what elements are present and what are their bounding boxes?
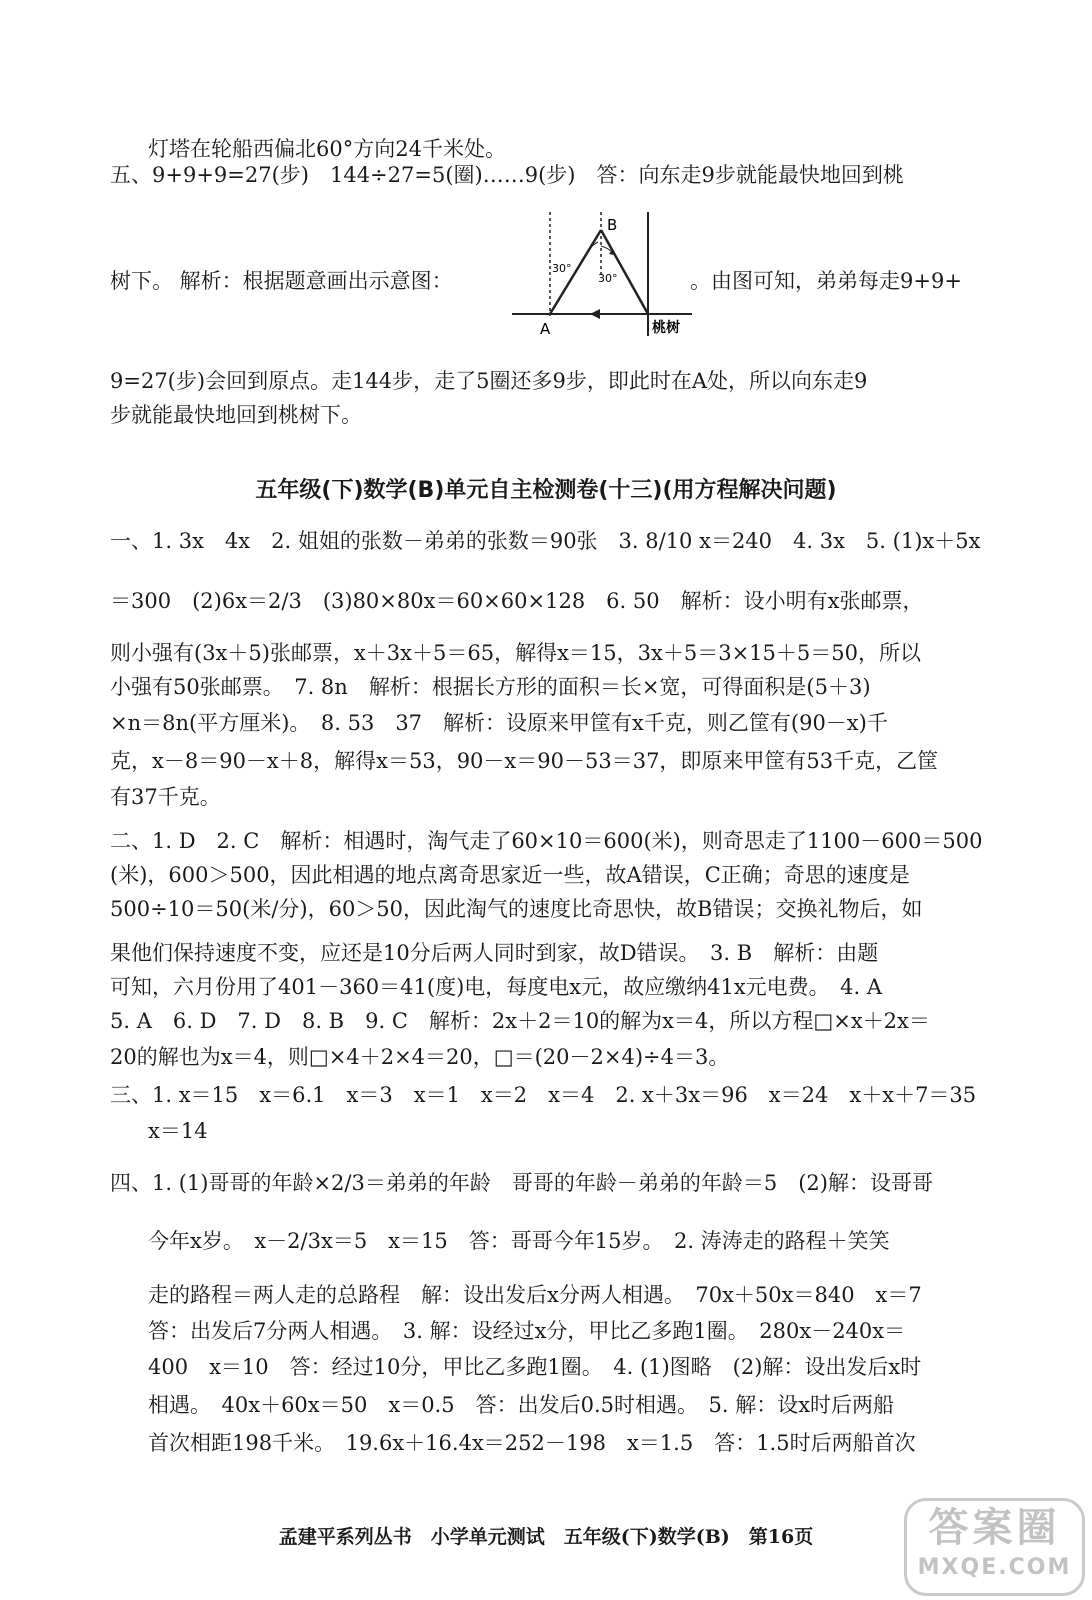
direction-diagram (512, 208, 692, 348)
answer-line-21: 400 x＝10 答：经过10分，甲比乙多跑1圈。 4. (1)图略 (2)解：设出发后x时 (148, 1355, 922, 1379)
text-line-2: 五、9+9+9=27(步) 144÷27=5(圈)……9(步) 答：向东走9步就能最快地回到桃 (110, 163, 904, 187)
angle-right: 30° (598, 272, 618, 285)
diagram-baseline (512, 309, 692, 319)
watermark-logo (904, 1498, 1085, 1596)
answer-line-16: x＝14 (148, 1119, 208, 1143)
answer-line-20: 答：出发后7分两人相遇。 3. 解：设经过x分，甲比乙多跑1圈。 280x－240x＝ (148, 1319, 906, 1343)
answer-line-12: 可知，六月份用了401－360＝41(度)电，每度电x元，故应缴纳41x元电费。 4. A (110, 975, 883, 999)
answer-line-11: 果他们保持速度不变，应还是10分后两人同时到家，故D错误。 3. B 解析：由题 (110, 941, 879, 965)
answer-line-5: ×n＝8n(平方厘米)。 8. 53 37 解析：设原来甲筐有x千克，则乙筐有(90－x)千 (110, 711, 888, 735)
text-line-4: 9=27(步)会回到原点。走144步，走了5圈还多9步，即此时在A处，所以向东走9 (110, 369, 868, 393)
answer-line-13: 5. A 6. D 7. D 8. B 9. C 解析：2x＋2＝10的解为x＝4，所以方程□×x＋2x＝ (110, 1009, 930, 1033)
answer-line-9: (米)，600＞500，因此相遇的地点离奇思家近一些，故A错误，C正确；奇思的速度是 (110, 863, 910, 887)
page-footer: 孟建平系列丛书 小学单元测试 五年级(下)数学(B) 第16页 (278, 1526, 814, 1548)
answer-line-2: ＝300 (2)6x＝2/3 (3)80×80x＝60×60×128 6. 50 解析：设小明有x张邮票， (110, 589, 924, 613)
answer-line-18: 今年x岁。 x－2/3x＝5 x＝15 答：哥哥今年15岁。 2. 涛涛走的路程＋笑笑 (148, 1229, 890, 1253)
angle-left: 30° (552, 262, 572, 275)
section-title: 五年级(下)数学(B)单元自主检测卷(十三)(用方程解决问题) (255, 478, 837, 503)
answer-line-7: 有37千克。 (110, 785, 221, 809)
answer-line-17: 四、1. (1)哥哥的年龄×2/3＝弟弟的年龄 哥哥的年龄－弟弟的年龄＝5 (2)解：设哥哥 (110, 1171, 933, 1195)
answer-line-10: 500÷10＝50(米/分)，60＞50，因此淘气的速度比奇思快，故B错误；交换礼物后，如 (110, 897, 923, 921)
text-line-1: 灯塔在轮船西偏北60°方向24千米处。 (148, 137, 506, 161)
text-line-3a: 树下。 解析：根据题意画出示意图： (110, 269, 453, 293)
answer-line-19: 走的路程＝两人走的总路程 解：设出发后x分两人相遇。 70x＋50x＝840 x＝7 (148, 1283, 922, 1307)
answer-line-4: 小强有50张邮票。 7. 8n 解析：根据长方形的面积＝长×宽，可得面积是(5＋3) (110, 675, 871, 699)
answer-line-15: 三、1. x＝15 x＝6.1 x＝3 x＝1 x＝2 x＝4 2. x＋3x＝96 x＝24 x＋x＋7＝35 (110, 1083, 977, 1107)
answer-line-8: 二、1. D 2. C 解析：相遇时，淘气走了60×10＝600(米)，则奇思走了1100－600＝500 (110, 829, 983, 853)
answer-line-3: 则小强有(3x＋5)张邮票，x＋3x＋5＝65，解得x＝15，3x＋5＝3×15＋5＝50，所以 (110, 641, 921, 665)
label-tree: 桃树 (652, 320, 680, 336)
watermark-title: 答案圈 (928, 1505, 1061, 1551)
answer-line-23: 首次相距198千米。 19.6x＋16.4x＝252－198 x＝1.5 答：1.5时后两船首次 (148, 1431, 916, 1455)
text-line-3b: 。由图可知，弟弟每走9+9+ (690, 269, 962, 293)
watermark-url: MXQE.COM (917, 1555, 1072, 1580)
text-line-5: 步就能最快地回到桃树下。 (110, 403, 362, 427)
label-b: B (607, 216, 618, 234)
answer-line-1: 一、1. 3x 4x 2. 姐姐的张数－弟弟的张数＝90张 3. 8/10 x＝240 4. 3x 5. (1)x＋5x (110, 529, 981, 553)
answer-line-22: 相遇。 40x＋60x＝50 x＝0.5 答：出发后0.5时相遇。 5. 解：设x时后两船 (148, 1393, 895, 1417)
answer-line-14: 20的解也为x＝4，则□×4＋2×4＝20，□＝(20－2×4)÷4＝3。 (110, 1045, 730, 1069)
answer-line-6: 克，x－8＝90－x＋8，解得x＝53，90－x＝90－53＝37，即原来甲筐有53千克，乙筐 (110, 749, 939, 773)
label-a: A (540, 320, 551, 338)
